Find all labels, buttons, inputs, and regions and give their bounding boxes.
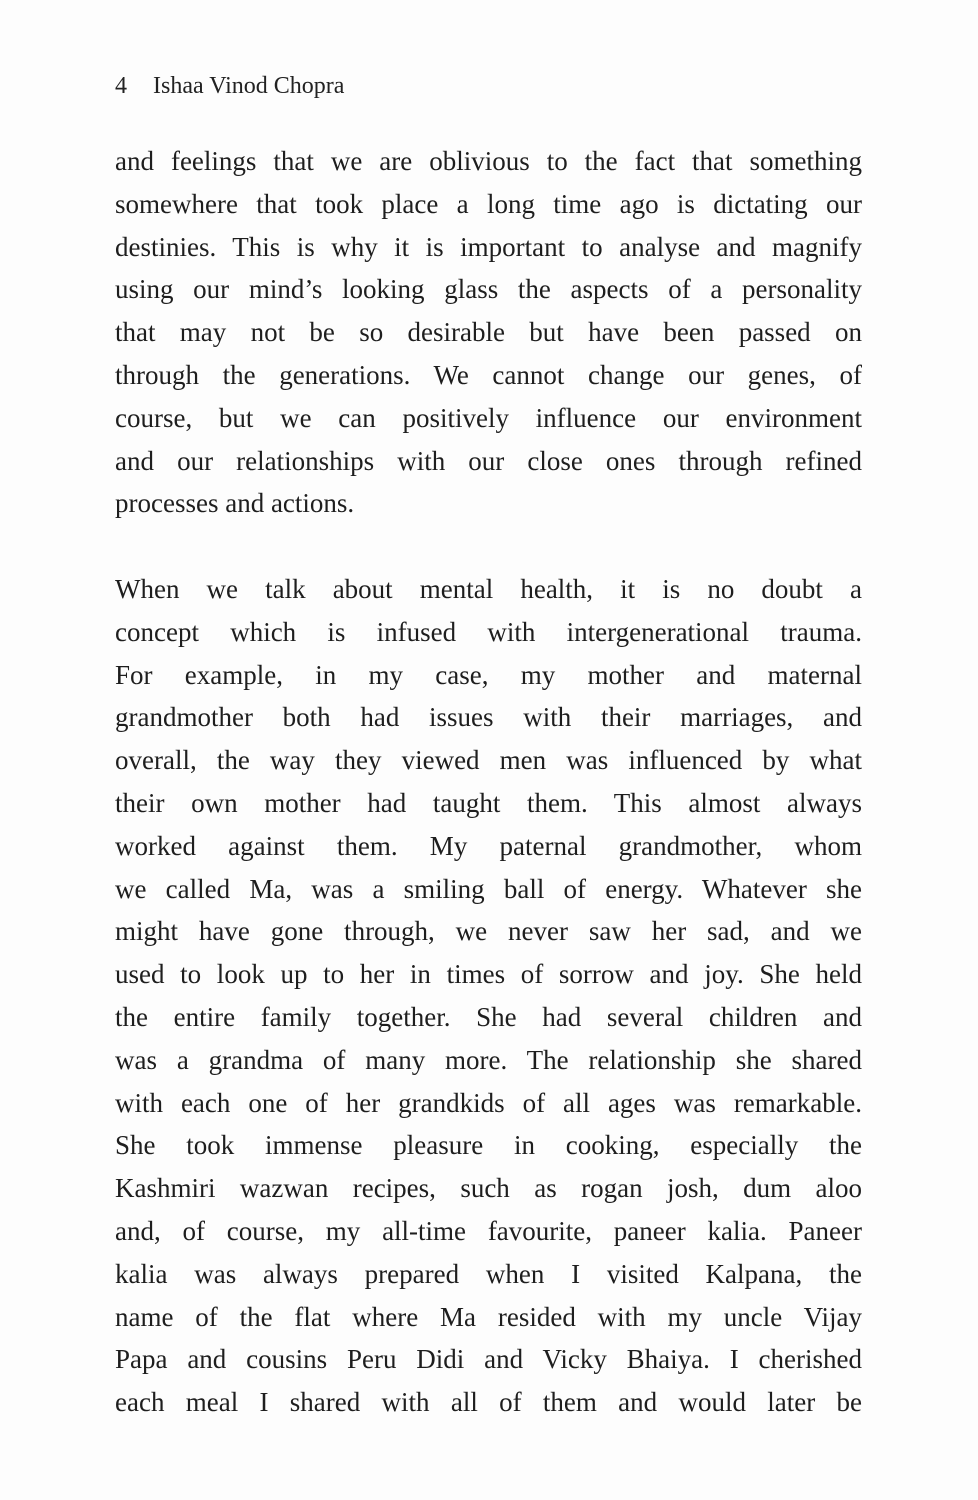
text-line: concept which is infused with intergenerational trauma. [115, 616, 862, 647]
text-line: and feelings that we are oblivious to the fact that something [115, 146, 862, 176]
running-title: Ishaa Vinod Chopra [153, 73, 345, 99]
page-body [115, 140, 862, 1424]
text-line: was a grandma of many more. The relationship she shared [115, 1044, 862, 1075]
text-line: using our mind’s looking glass the aspects of a personality [115, 274, 862, 305]
text-line: processes and actions. [115, 488, 355, 519]
text-line: Kashmiri wazwan recipes, such as rogan josh, dum aloo [115, 1173, 862, 1204]
text-line: worked against them. My paternal grandmother, whom [115, 830, 862, 861]
text-line: might have gone through, we never saw her sad, and we [115, 916, 862, 947]
text-line: through the generations. We cannot change our genes, of [115, 359, 862, 390]
page-number: 4 [115, 73, 127, 99]
text-line: grandmother both had issues with their marriages, and [115, 702, 862, 733]
text-line: the entire family together. She had several children and [115, 1001, 862, 1032]
text-line: each meal I shared with all of them and would later be [115, 1387, 862, 1418]
text-line: we called Ma, was a smiling ball of energy. Whatever she [115, 873, 862, 904]
text-line: overall, the way they viewed men was influenced by what [115, 745, 862, 776]
text-line: with each one of her grandkids of all ages was remarkable. [115, 1087, 862, 1118]
text-line: When we talk about mental health, it is no doubt a [115, 573, 862, 604]
text-line: course, but we can positively influence our environment [115, 402, 862, 433]
paragraph [115, 568, 862, 1424]
text-line: destinies. This is why it is important to analyse and magnify [115, 231, 862, 262]
text-line: name of the flat where Ma resided with my uncle Vijay [115, 1301, 862, 1332]
text-line: somewhere that took place a long time ago is dictating our [115, 188, 862, 219]
text-line: She took immense pleasure in cooking, especially the [115, 1130, 862, 1161]
text-line: their own mother had taught them. This almost always [115, 787, 862, 818]
text-line: and, of course, my all-time favourite, paneer kalia. Paneer [115, 1215, 862, 1246]
text-line: and our relationships with our close ones through refined [115, 445, 862, 476]
running-header [115, 70, 862, 102]
text-line: For example, in my case, my mother and maternal [115, 659, 862, 690]
text-line: used to look up to her in times of sorrow and joy. She held [115, 959, 862, 990]
paragraph [115, 140, 862, 525]
text-line: that may not be so desirable but have been passed on [115, 317, 862, 348]
text-line: kalia was always prepared when I visited Kalpana, the [115, 1258, 862, 1289]
text-line: Papa and cousins Peru Didi and Vicky Bhaiya. I cherished [115, 1344, 862, 1375]
